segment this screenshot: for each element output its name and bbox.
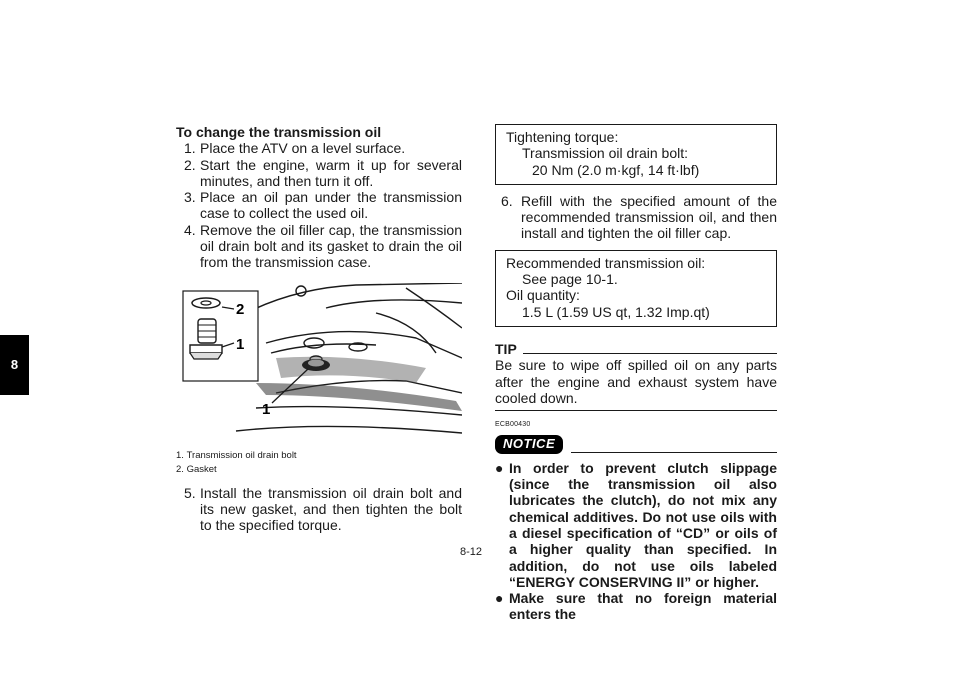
step-4: 4. Remove the oil filler cap, the transmission oil drain bolt and its gasket to drain the oil from the transmission case. xyxy=(184,221,462,271)
caption-1: 1. Transmission oil drain bolt xyxy=(176,449,297,461)
left-column xyxy=(176,124,462,534)
drain-bolt-illustration xyxy=(176,283,462,445)
step-5: 5. Install the transmission oil drain bolt and its new gasket, and then tighten the bolt to the specified torque. xyxy=(184,484,462,534)
callout-1-inset: 1 xyxy=(236,335,245,353)
oil-spec-box: Recommended transmission oil: See page 10-1. Oil quantity: 1.5 L (1.59 US qt, 1.32 Imp.qt) xyxy=(495,250,777,327)
bullet-icon: ● xyxy=(495,590,504,607)
torque-spec-box: Tightening torque: Transmission oil drain bolt: 20 Nm (2.0 m·kgf, 14 ft·lbf) xyxy=(495,124,777,185)
section-heading: To change the transmission oil xyxy=(176,124,382,140)
step-3: 3. Place an oil pan under the transmission case to collect the used oil. xyxy=(184,189,462,222)
notice-bullet-1: ● In order to prevent clutch slippage (since the transmission oil also lubricates the clutch), do not mix any chemical additives. Do not use oils with a diesel specification of “CD” or oils of a higher quality than specified. In addition, do not use oils labeled “ENERGY CONSERVING II” or higher. xyxy=(495,459,777,590)
notice-heading xyxy=(495,435,777,453)
page-number: 8-12 xyxy=(460,546,483,558)
figure-captions xyxy=(176,449,462,477)
step-6: 6. Refill with the specified amount of the recommended transmission oil, and then install and tighten the oil filler cap. xyxy=(501,192,777,242)
drain-bolt-figure xyxy=(176,283,462,445)
callout-2: 2 xyxy=(236,300,245,318)
chapter-tab xyxy=(0,335,29,395)
caption-2: 2. Gasket xyxy=(176,463,217,475)
notice-code: ECB00430 xyxy=(495,421,531,429)
step-1: 1. Place the ATV on a level surface. xyxy=(184,140,406,157)
step-2: 2. Start the engine, warm it up for several minutes, and then turn it off. xyxy=(184,156,462,189)
tip-text: Be sure to wipe off spilled oil on any parts after the engine and exhaust system have cooled down. xyxy=(495,357,777,411)
notice-bullet-2: ● Make sure that no foreign material enters the xyxy=(495,590,777,623)
notice-badge: NOTICE xyxy=(495,435,563,453)
bullet-icon: ● xyxy=(495,459,504,476)
callout-1-bolt: 1 xyxy=(262,400,271,418)
right-column xyxy=(495,124,777,623)
tip-heading: TIP xyxy=(495,341,777,357)
chapter-number: 8 xyxy=(10,357,19,372)
